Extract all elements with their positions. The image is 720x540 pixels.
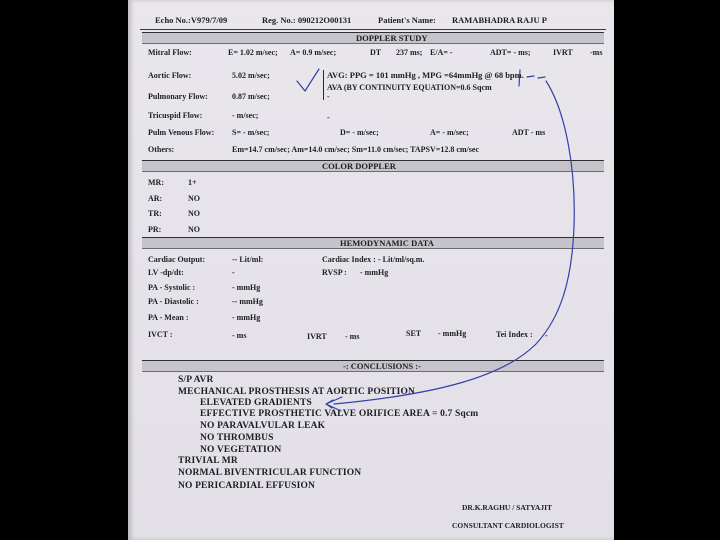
conclusion-subitem: NO VEGETATION <box>200 445 282 455</box>
pulm-venous-d-value: D= - m/sec; <box>340 128 379 137</box>
tricuspid-velocity: - m/sec; <box>232 111 259 120</box>
pr-value: NO <box>188 225 200 234</box>
conclusion-item: S/P AVR <box>178 375 214 385</box>
mitral-dt-value: 237 ms; <box>396 48 423 57</box>
ivct-label: IVCT : <box>148 330 173 339</box>
pulmonary-flow-label: Pulmonary Flow: <box>148 92 208 101</box>
conclusion-item: NO PERICARDIAL EFFUSION <box>178 481 315 491</box>
header-divider <box>140 29 606 30</box>
ivrt-label: IVRT <box>307 332 327 341</box>
registration-number: Reg. No.: 090212O00131 <box>262 15 352 25</box>
cardiac-output-label: Cardiac Output: <box>148 255 206 264</box>
pulm-venous-a-value: A= - m/sec; <box>430 128 469 137</box>
others-tissue-doppler-values: Em=14.7 cm/sec; Am=14.0 cm/sec; Sm=11.0 cm/sec; TAPSV=12.8 cm/sec <box>232 145 479 154</box>
mitral-adt-value: ADT= - ms; <box>490 48 531 57</box>
pr-label: PR: <box>148 225 162 234</box>
aortic-flow-label: Aortic Flow: <box>148 71 192 80</box>
set-value: - mmHg <box>438 329 467 338</box>
mitral-flow-label: Mitral Flow: <box>148 48 192 57</box>
ivrt-value: - ms <box>345 332 360 341</box>
others-label: Others: <box>148 145 175 154</box>
conclusion-subitem: NO PARAVALVULAR LEAK <box>200 421 326 431</box>
conclusion-item: MECHANICAL PROSTHESIS AT AORTIC POSITION <box>178 387 416 397</box>
mitral-a-value: A= 0.9 m/sec; <box>290 48 337 57</box>
set-label: SET <box>406 329 422 338</box>
lv-dpdt-label: LV -dp/dt: <box>148 268 184 277</box>
signing-designation: CONSULTANT CARDIOLOGIST <box>452 521 564 530</box>
mitral-dt-label: DT <box>370 48 382 57</box>
pulmonary-velocity: 0.87 m/sec; <box>232 92 270 101</box>
tei-index-value: - <box>545 331 548 340</box>
mitral-ivrt-value: -ms <box>590 48 603 57</box>
mitral-ea-ratio: E/A= - <box>430 48 453 57</box>
ar-value: NO <box>188 194 200 203</box>
cardiac-output-value: -- Lit/ml: <box>232 255 264 264</box>
pulm-venous-s-value: S= - m/sec; <box>232 128 270 137</box>
cardiac-index-label: Cardiac Index : <box>322 255 376 264</box>
pa-systolic-label: PA - Systolic : <box>148 283 196 292</box>
pa-diastolic-value: -- mmHg <box>232 297 263 306</box>
conclusion-subitem: ELEVATED GRADIENTS <box>200 398 312 408</box>
aortic-valve-area: AVA (BY CONTINUITY EQUATION=0.6 Sqcm <box>327 83 492 92</box>
rvsp-label: RVSP : <box>322 268 347 277</box>
aortic-gradients: AVG: PPG = 101 mmHg , MPG =64mmHg @ 68 bpm. <box>327 70 524 80</box>
mitral-ivrt-label: IVRT <box>553 48 573 57</box>
tricuspid-flow-label: Tricuspid Flow: <box>148 111 203 120</box>
pa-mean-value: - mmHg <box>232 313 261 322</box>
aortic-velocity: 5.02 m/sec; <box>232 71 270 80</box>
conclusion-item: TRIVIAL MR <box>178 456 238 466</box>
aortic-note-dash: - <box>327 92 330 101</box>
tricuspid-note-dash: - <box>327 113 330 122</box>
tr-value: NO <box>188 209 200 218</box>
hemodynamic-data-title: HEMODYNAMIC DATA <box>340 238 434 248</box>
patient-name: RAMABHADRA RAJU P <box>452 15 547 25</box>
conclusion-subitem: NO THROMBUS <box>200 433 274 443</box>
ivct-value: - ms <box>232 331 247 340</box>
pa-mean-label: PA - Mean : <box>148 313 189 322</box>
mitral-e-value: E= 1.02 m/sec; <box>228 48 278 57</box>
mr-label: MR: <box>148 178 164 187</box>
echo-number: Echo No.:V979/7/09 <box>155 15 228 25</box>
rvsp-value: - mmHg <box>360 268 389 277</box>
conclusion-item: NORMAL BIVENTRICULAR FUNCTION <box>178 468 362 478</box>
pa-systolic-value: - mmHg <box>232 283 261 292</box>
conclusion-subitem: EFFECTIVE PROSTHETIC VALVE ORIFICE AREA = 0.7 Sqcm <box>200 409 479 419</box>
signing-doctor: DR.K.RAGHU / SATYAJIT <box>462 503 553 512</box>
doppler-study-title: DOPPLER STUDY <box>356 33 428 43</box>
color-doppler-title: COLOR DOPPLER <box>322 161 396 171</box>
tei-index-label: Tei Index : <box>496 330 533 339</box>
aortic-note-bracket <box>323 70 324 100</box>
lv-dpdt-value: - <box>232 268 235 277</box>
pa-diastolic-label: PA - Diastolic : <box>148 297 199 306</box>
pulm-venous-flow-label: Pulm Venous Flow: <box>148 128 215 137</box>
cardiac-index-value: - Lit/ml/sq.m. <box>378 255 425 264</box>
ar-label: AR: <box>148 194 163 203</box>
tr-label: TR: <box>148 209 162 218</box>
pulm-venous-adt-value: ADT - ms <box>512 128 546 137</box>
patient-name-label: Patient's Name: <box>378 15 436 25</box>
mr-value: 1+ <box>188 178 197 187</box>
conclusions-title: -: CONCLUSIONS :- <box>343 361 421 371</box>
